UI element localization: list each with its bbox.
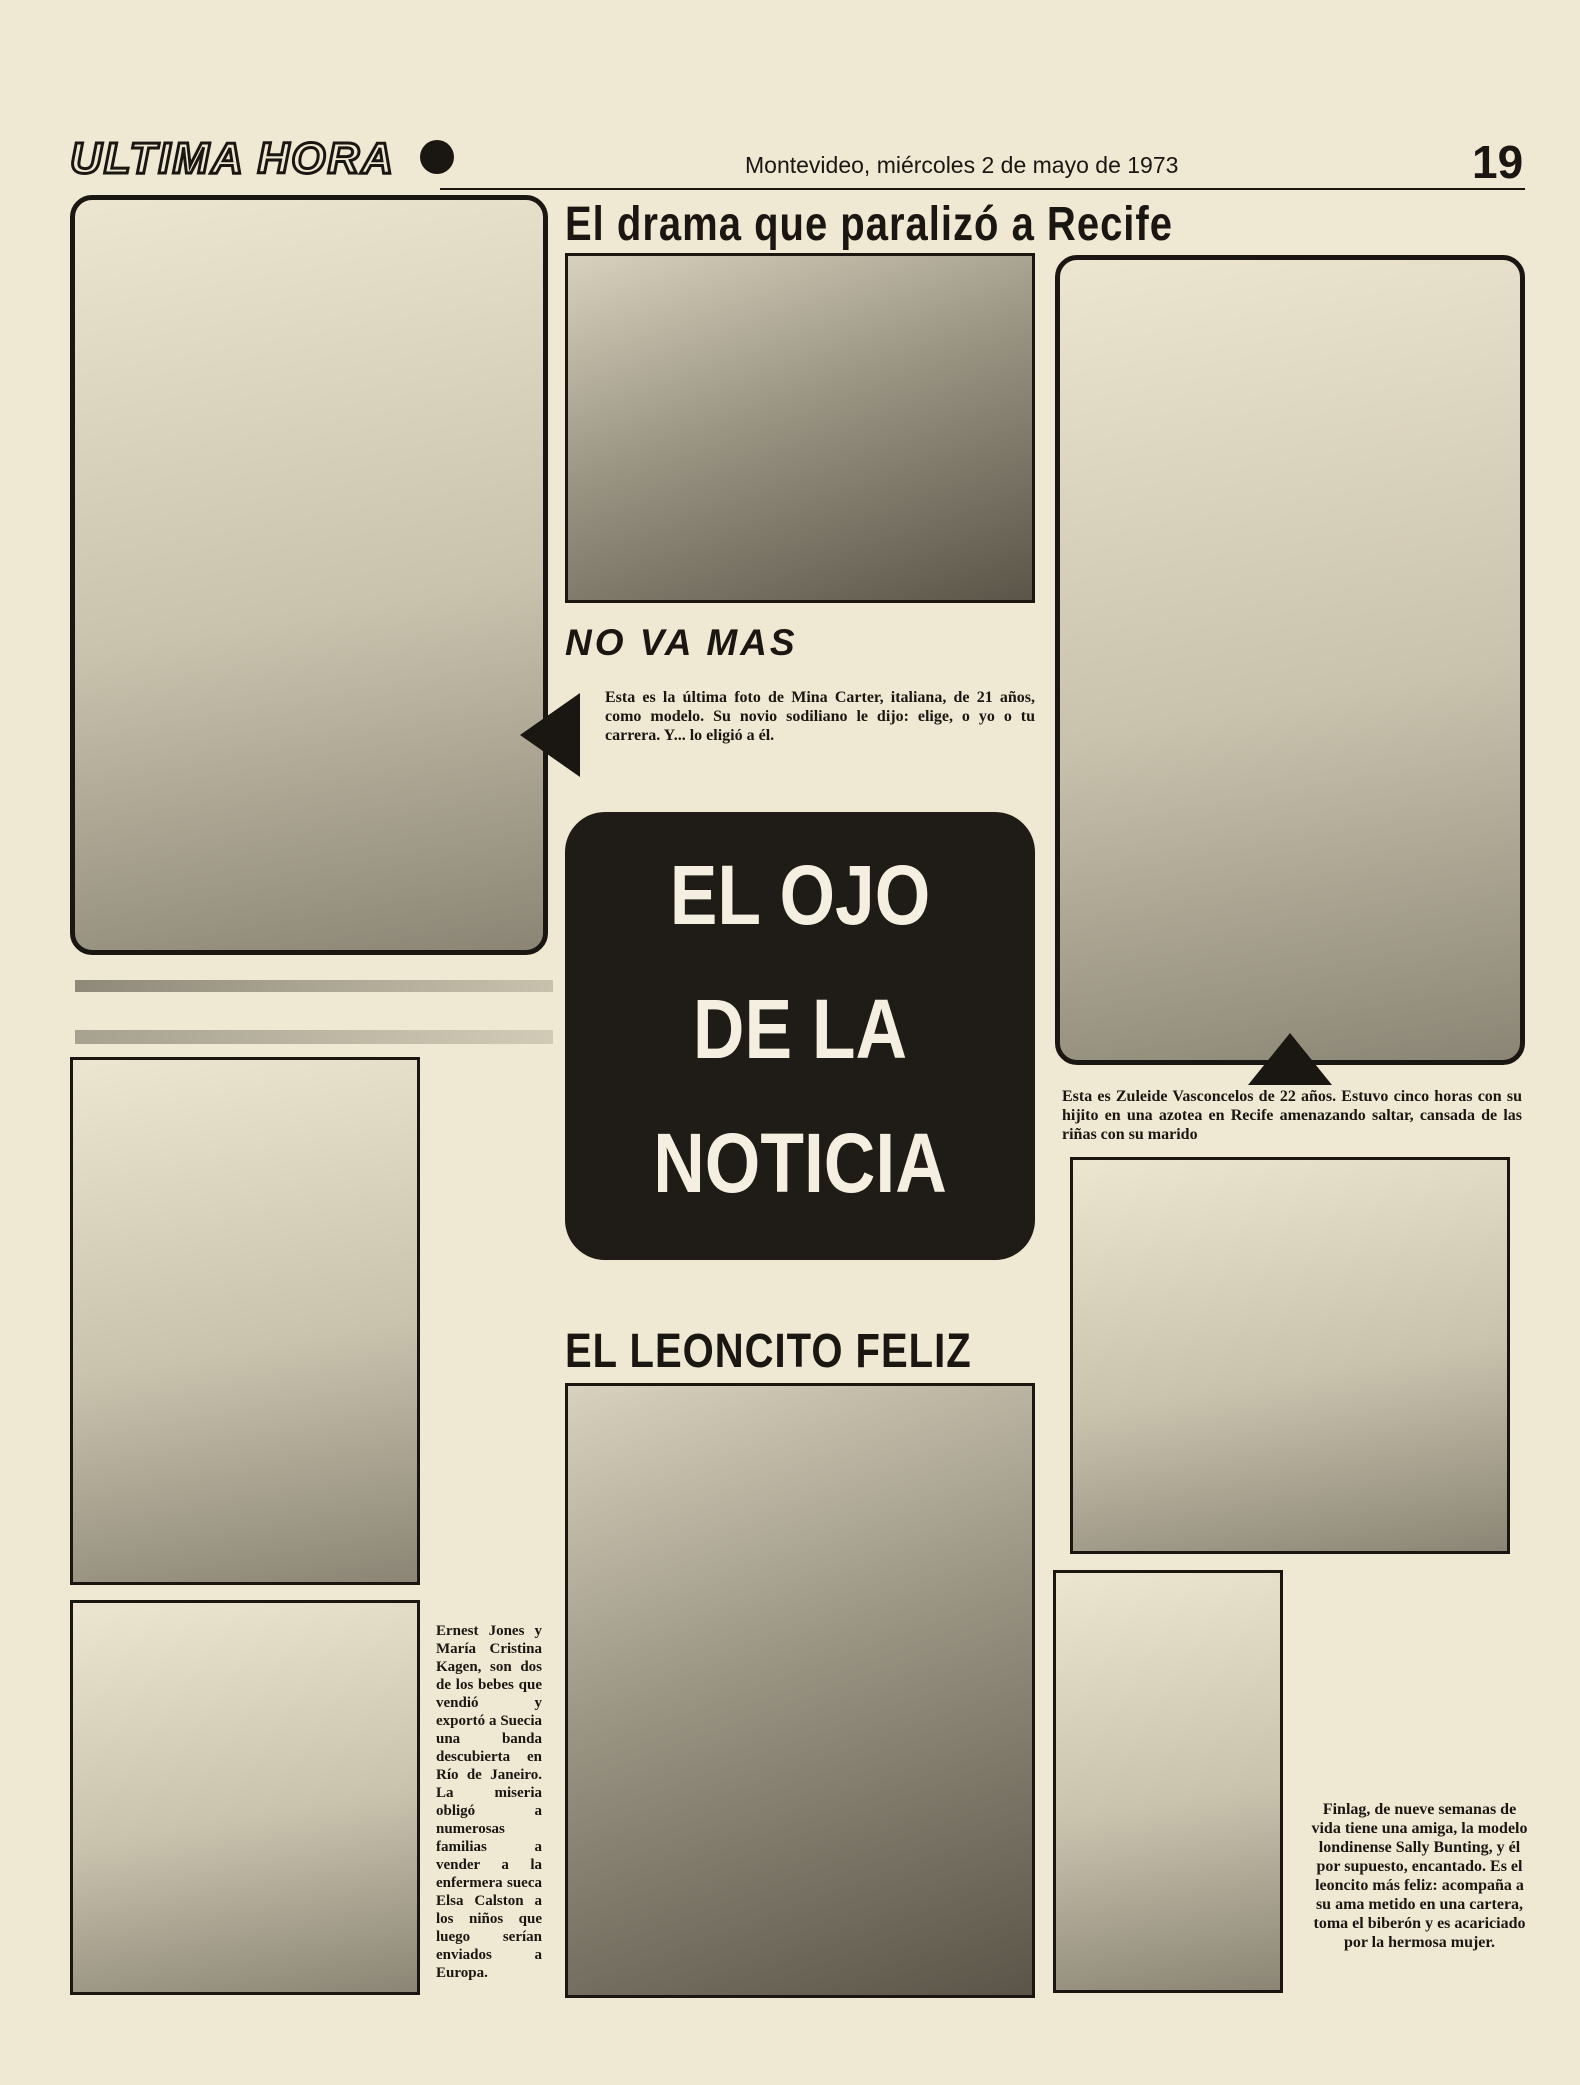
left-arrow-icon	[520, 693, 580, 777]
feature-title-box	[565, 812, 1035, 1260]
header-rule	[440, 188, 1525, 190]
feature-title-line-1: EL OJO	[669, 848, 931, 942]
photo-mother-and-baby	[565, 253, 1035, 603]
caption-finlag: Finlag, de nueve semanas de vida tiene una amiga, la modelo londinense Sally Bunting, y él por supuesto, encantado. Es el leoncito más feliz: acompaña a su ama metido en una cartera, toma el biberón y es acariciado por la hermosa mujer.	[1311, 1801, 1528, 1951]
feature-title-line-2: DE LA	[692, 982, 908, 1076]
headline-recife: El drama que paralizó a Recife	[565, 198, 1173, 251]
masthead-logo: ULTIMA HORA	[70, 134, 396, 183]
up-arrow-icon	[1248, 1033, 1332, 1085]
photo-lion-cub-in-bag	[565, 1383, 1035, 1998]
photo-baby-maria-cristina	[70, 1600, 420, 1995]
photo-woman-on-rooftop	[1055, 255, 1525, 1065]
photo-baby-ernest	[70, 1057, 420, 1585]
caption-babies: Ernest Jones y María Cristina Kagen, son dos de los bebes que vendió y exportó a Suecia una banda descubierta en Río de Janeiro. La miseria obligó a numerosas familias a vender a la enfermera sueca Elsa Calston a los niños que luego serían enviados a Europa.	[436, 1623, 542, 1981]
photo-model-with-cub	[1053, 1570, 1283, 1993]
dateline: Montevideo, miércoles 2 de mayo de 1973	[745, 152, 1179, 178]
caption-zuleide: Esta es Zuleide Vasconcelos de 22 años. Estuvo cinco horas con su hijito en una azotea en Recife amenazando saltar, cansada de las riñas con su marido	[1062, 1088, 1522, 1143]
photo-mina-carter	[70, 195, 548, 955]
divider-bar	[75, 980, 553, 992]
photo-lion-cub-bottle	[1070, 1157, 1510, 1554]
divider-bar	[75, 1030, 553, 1044]
caption-mina-carter: Esta es la última foto de Mina Carter, italiana, de 21 años, como modelo. Su novio sodiliano le dijo: elige, o yo o tu carrera. Y... lo eligió a él.	[605, 689, 1035, 744]
headline-leoncito-feliz: EL LEONCITO FELIZ	[565, 1325, 972, 1378]
masthead-emblem-icon	[420, 140, 454, 174]
subheadline-no-va-mas: NO VA MAS	[565, 622, 798, 663]
page-number: 19	[1472, 136, 1524, 188]
feature-title-line-3: NOTICIA	[653, 1116, 947, 1210]
